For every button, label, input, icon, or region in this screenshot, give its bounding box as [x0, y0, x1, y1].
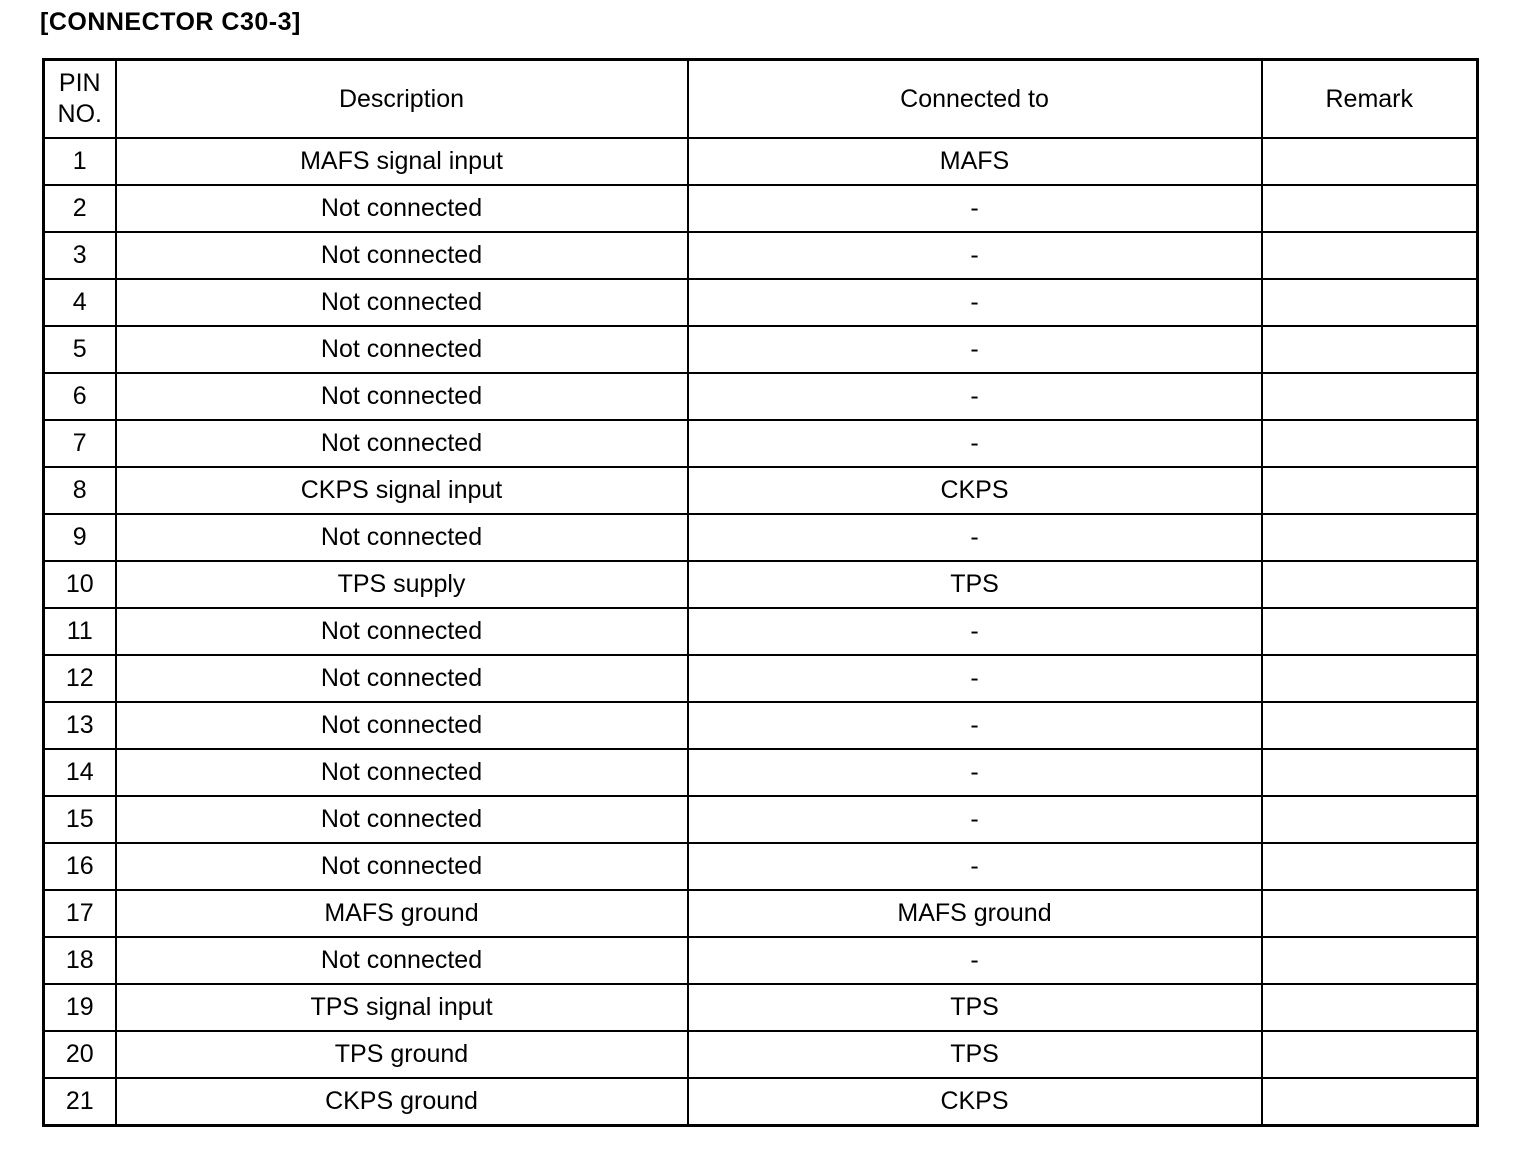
pin-cell: 17: [44, 890, 116, 937]
pin-cell: 14: [44, 749, 116, 796]
connected-to-cell: -: [688, 843, 1262, 890]
description-cell: Not connected: [116, 185, 688, 232]
connected-to-cell: TPS: [688, 561, 1262, 608]
remark-cell: [1262, 608, 1478, 655]
connected-to-cell: -: [688, 326, 1262, 373]
remark-cell: [1262, 796, 1478, 843]
pin-cell: 19: [44, 984, 116, 1031]
remark-cell: [1262, 326, 1478, 373]
pin-cell: 1: [44, 138, 116, 185]
description-cell: Not connected: [116, 702, 688, 749]
remark-cell: [1262, 843, 1478, 890]
pin-cell: 21: [44, 1078, 116, 1126]
table-row: [44, 232, 1478, 279]
pin-rows: [44, 138, 1478, 1126]
connected-to-cell: TPS: [688, 984, 1262, 1031]
description-cell: TPS supply: [116, 561, 688, 608]
table-row: [44, 561, 1478, 608]
table-row: [44, 890, 1478, 937]
description-cell: Not connected: [116, 232, 688, 279]
pin-cell: 3: [44, 232, 116, 279]
remark-cell: [1262, 1078, 1478, 1126]
description-cell: MAFS ground: [116, 890, 688, 937]
description-cell: Not connected: [116, 373, 688, 420]
pin-cell: 6: [44, 373, 116, 420]
description-cell: Not connected: [116, 514, 688, 561]
remark-cell: [1262, 138, 1478, 185]
remark-cell: [1262, 937, 1478, 984]
header-connected-to: Connected to: [688, 60, 1262, 139]
description-cell: CKPS signal input: [116, 467, 688, 514]
table-row: [44, 467, 1478, 514]
pin-cell: 8: [44, 467, 116, 514]
description-cell: Not connected: [116, 749, 688, 796]
connector-title: [CONNECTOR C30-3]: [40, 8, 301, 36]
header-row: [44, 60, 1478, 139]
pin-cell: 9: [44, 514, 116, 561]
remark-cell: [1262, 984, 1478, 1031]
pin-cell: 5: [44, 326, 116, 373]
header-pin-line2: NO.: [57, 100, 102, 128]
description-cell: CKPS ground: [116, 1078, 688, 1126]
pin-cell: 12: [44, 655, 116, 702]
remark-cell: [1262, 185, 1478, 232]
connected-to-cell: CKPS: [688, 467, 1262, 514]
remark-cell: [1262, 702, 1478, 749]
pin-cell: 11: [44, 608, 116, 655]
table-row: [44, 749, 1478, 796]
connected-to-cell: -: [688, 373, 1262, 420]
connected-to-cell: -: [688, 702, 1262, 749]
table-row: [44, 326, 1478, 373]
description-cell: Not connected: [116, 279, 688, 326]
table-row: [44, 702, 1478, 749]
pin-cell: 16: [44, 843, 116, 890]
connected-to-cell: -: [688, 655, 1262, 702]
connected-to-cell: -: [688, 279, 1262, 326]
table-row: [44, 514, 1478, 561]
table-row: [44, 608, 1478, 655]
description-cell: Not connected: [116, 796, 688, 843]
header-pin-no: [44, 60, 116, 139]
description-cell: MAFS signal input: [116, 138, 688, 185]
connected-to-cell: -: [688, 608, 1262, 655]
remark-cell: [1262, 467, 1478, 514]
description-cell: Not connected: [116, 843, 688, 890]
pin-cell: 2: [44, 185, 116, 232]
table-row: [44, 138, 1478, 185]
connected-to-cell: MAFS ground: [688, 890, 1262, 937]
remark-cell: [1262, 749, 1478, 796]
remark-cell: [1262, 514, 1478, 561]
connected-to-cell: MAFS: [688, 138, 1262, 185]
connected-to-cell: -: [688, 796, 1262, 843]
description-cell: TPS signal input: [116, 984, 688, 1031]
table-row: [44, 420, 1478, 467]
table-row: [44, 1078, 1478, 1126]
table-row: [44, 984, 1478, 1031]
pin-cell: 20: [44, 1031, 116, 1078]
pin-cell: 7: [44, 420, 116, 467]
description-cell: Not connected: [116, 655, 688, 702]
description-cell: Not connected: [116, 608, 688, 655]
connected-to-cell: -: [688, 232, 1262, 279]
description-cell: Not connected: [116, 326, 688, 373]
header-pin-line1: PIN: [58, 69, 101, 97]
description-cell: Not connected: [116, 937, 688, 984]
table-row: [44, 1031, 1478, 1078]
pin-cell: 15: [44, 796, 116, 843]
connected-to-cell: CKPS: [688, 1078, 1262, 1126]
table-row: [44, 279, 1478, 326]
connected-to-cell: TPS: [688, 1031, 1262, 1078]
description-cell: Not connected: [116, 420, 688, 467]
pin-cell: 18: [44, 937, 116, 984]
remark-cell: [1262, 232, 1478, 279]
header-remark: Remark: [1262, 60, 1478, 139]
table-row: [44, 937, 1478, 984]
description-cell: TPS ground: [116, 1031, 688, 1078]
remark-cell: [1262, 373, 1478, 420]
header-description: Description: [116, 60, 688, 139]
remark-cell: [1262, 655, 1478, 702]
connected-to-cell: -: [688, 749, 1262, 796]
connected-to-cell: -: [688, 514, 1262, 561]
pin-cell: 13: [44, 702, 116, 749]
pin-table: [42, 58, 1479, 1127]
table-row: [44, 796, 1478, 843]
table-row: [44, 655, 1478, 702]
connected-to-cell: -: [688, 420, 1262, 467]
table-row: [44, 185, 1478, 232]
connected-to-cell: -: [688, 185, 1262, 232]
remark-cell: [1262, 279, 1478, 326]
remark-cell: [1262, 890, 1478, 937]
pin-cell: 10: [44, 561, 116, 608]
remark-cell: [1262, 1031, 1478, 1078]
table-row: [44, 843, 1478, 890]
remark-cell: [1262, 420, 1478, 467]
pin-cell: 4: [44, 279, 116, 326]
remark-cell: [1262, 561, 1478, 608]
table-row: [44, 373, 1478, 420]
connected-to-cell: -: [688, 937, 1262, 984]
